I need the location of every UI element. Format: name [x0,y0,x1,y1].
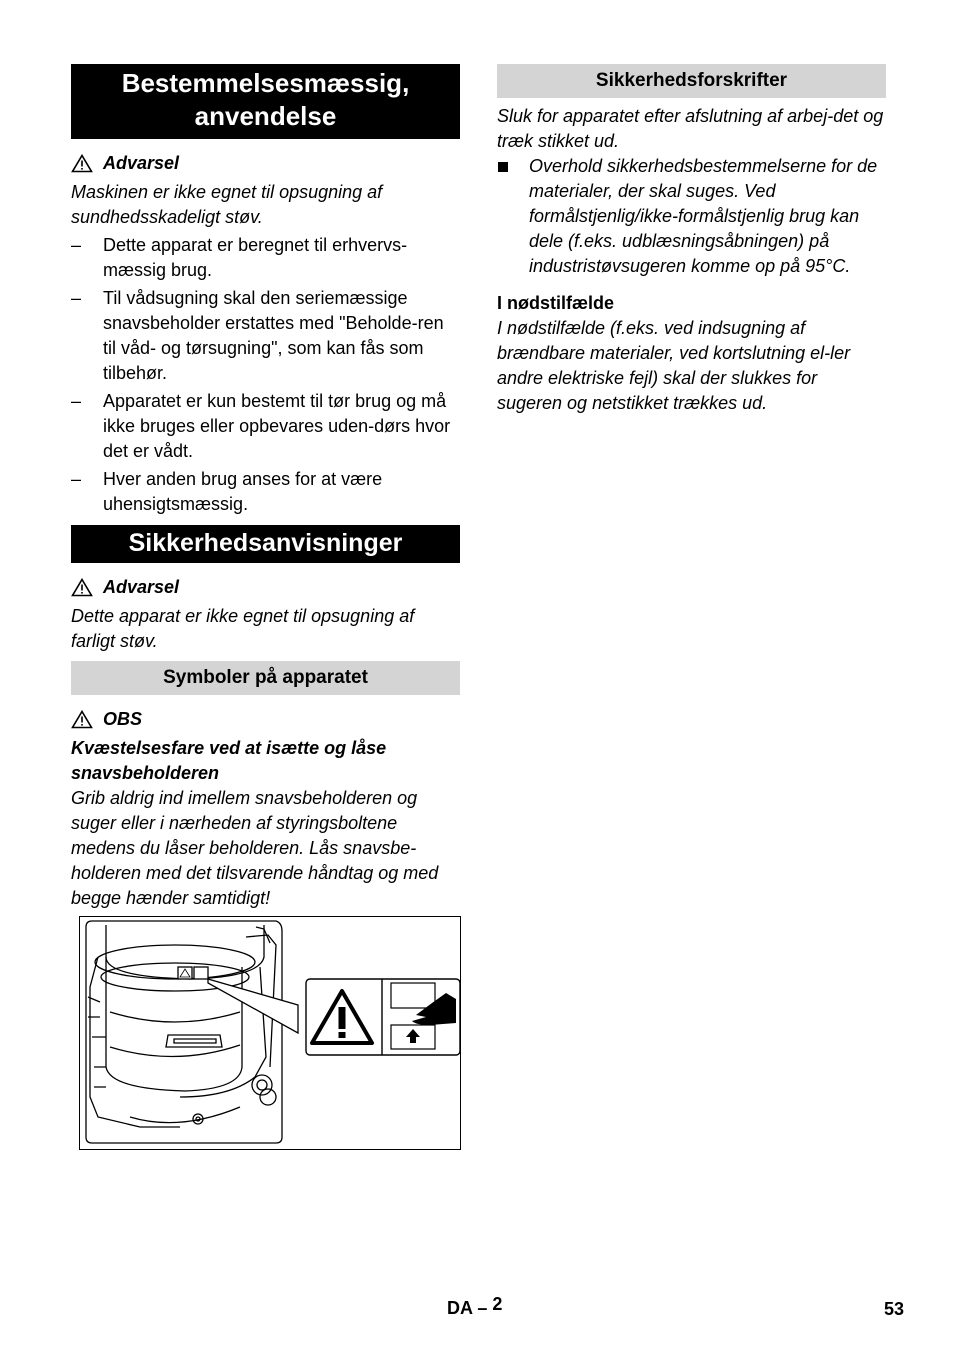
obs-label [71,707,460,731]
warning-label [71,151,460,175]
list-item: – Hver anden brug anses for at være uhensigtsmæssig. [71,469,383,514]
warning-text: Dette apparat er ikke egnet til opsugning af farligt støv. [71,606,415,651]
warning-triangle-icon [71,154,93,173]
warning-label [71,575,460,599]
vacuum-container-illustration [79,916,461,1150]
square-bullet-icon [498,162,508,172]
obs-label-text: OBS [103,709,143,729]
list-item: – Til vådsugning skal den seriemæssige snavsbeholder erstattes med "Beholde-ren til våd- og tørsugning", som kan fås som tilbehør. [71,288,444,383]
section-heading-intended-use [71,64,460,139]
heading-line-2: anvendelse [194,101,337,131]
warning-triangle-icon [71,578,93,597]
obs-text: Grib aldrig ind imellem snavsbeholderen og suger eller i nærheden af styringsboltene medens du låser beholderen. Lås snavsbe-holderen med det tilsvarende håndtag og med begge hænder samtidigt! [71,788,439,908]
subheading-symbols: Symboler på apparatet [71,661,460,695]
list-item: – Apparatet er kun bestemt til tør brug og må ikke bruges eller opbevares uden-dørs hvor det er vådt. [71,391,451,461]
vacuum-cleaner-drawing [80,917,460,1149]
subheading-safety-rules: Sikkerhedsforskrifter [497,64,886,98]
left-column [71,64,460,911]
usage-list [71,233,460,517]
list-item: – Dette apparat er beregnet til erhvervs-mæssig brug. [71,235,408,280]
emergency-text: I nødstilfælde (f.eks. ved indsugning af brændbare materialer, ved kortslutning el-ler andre elektriske fejl) skal der slukkes for sugeren og netstikket trækkes ud. [497,318,851,413]
page-number: 53 [884,1299,905,1319]
heading-line-1: Bestemmelsesmæssig, [121,68,410,98]
footer-language-marker: DA – 2 [447,1294,503,1318]
right-column [497,64,886,416]
warning-label-text: Advarsel [103,577,180,597]
warning-symbol-panel [306,979,460,1055]
section-heading-safety: Sikkerhedsanvisninger [71,525,460,563]
warning-label-text: Advarsel [103,153,180,173]
intro-text: Sluk for apparatet efter afslutning af arbej-det og træk stikket ud. [497,106,884,151]
emergency-title: I nødstilfælde [497,293,614,313]
warning-text: Maskinen er ikke egnet til opsugning af sundhedsskadeligt støv. [71,182,383,227]
obs-title: Kvæstelsesfare ved at isætte og låse snavsbeholderen [71,738,387,783]
warning-triangle-icon [71,710,93,729]
bullet-item: Overhold sikkerhedsbestemmelserne for de materialer, der skal suges. Ved formålstjenlig/ikke-formålstjenlig brug kan dele (f.eks. udblæsningsåbningen) på industristøvsugeren komme op på 95°C. [497,154,886,279]
